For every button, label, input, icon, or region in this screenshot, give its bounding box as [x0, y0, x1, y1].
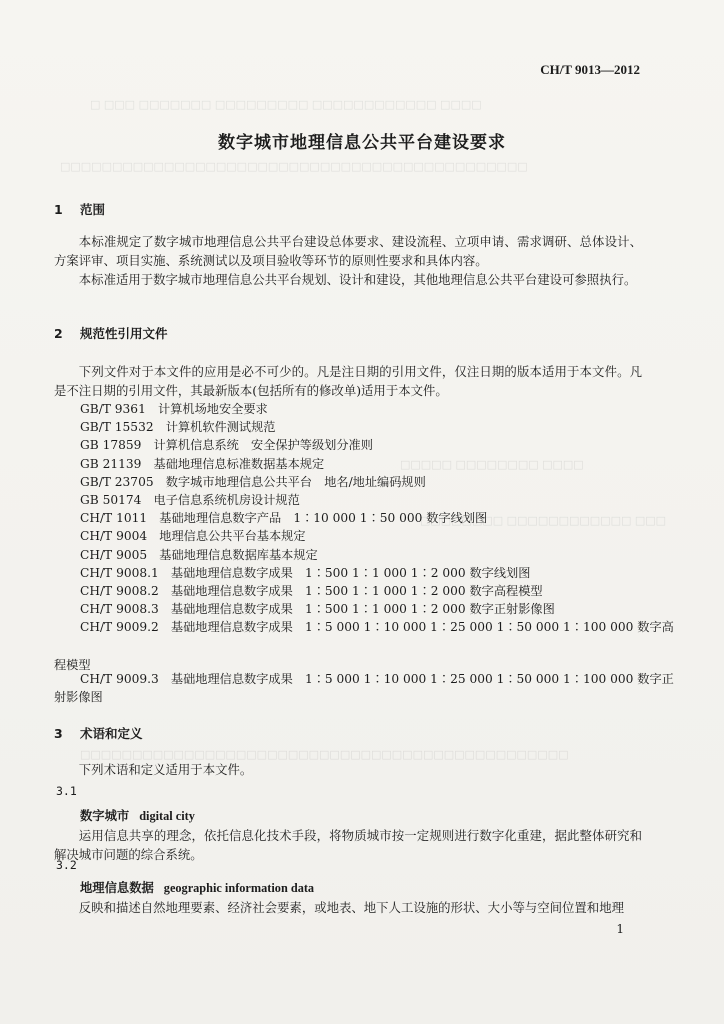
standard-code: CH/T 9013—2012 — [540, 62, 640, 77]
bleed-through: □ □□□ □□□□□□□ □□□□□□□□□ □□□□□□□□□□□□ □□□□ — [90, 98, 482, 111]
section-title: 规范性引用文件 — [80, 326, 168, 341]
paragraph: 本标准规定了数字城市地理信息公共平台建设总体要求、建设流程、立项申请、需求调研、总体设计、方案评审、项目实施、系统测试以及项目验收等环节的原则性要求和具体内容。 — [54, 234, 642, 268]
section-heading-terms — [54, 724, 143, 742]
document-title: 数字城市地理信息公共平台建设要求 — [218, 133, 506, 153]
term-number: 3.2 — [56, 858, 77, 872]
section-references-intro — [54, 362, 642, 400]
reference-item: CH/T 9004 地理信息公共平台基本规定 — [80, 529, 306, 544]
reference-item: CH/T 9009.2 基础地理信息数字成果 1∶5 000 1∶10 000 1∶25 000 1∶50 000 1∶100 000 数字高 — [80, 620, 674, 635]
section-title: 范围 — [80, 202, 106, 217]
reference-item: CH/T 9009.3 基础地理信息数字成果 1∶5 000 1∶10 000 1∶25 000 1∶50 000 1∶100 000 数字正 — [80, 672, 674, 686]
term-definition: 运用信息共享的理念，依托信息化技术手段，将物质城市按一定规则进行数字化重建，据此整体研究和解决城市问题的综合系统。 — [54, 828, 642, 862]
section-heading-references — [54, 324, 168, 342]
bleed-through: □□□□□ □□□□□□□□ □□□□ — [400, 458, 584, 471]
section-heading-scope — [54, 200, 105, 218]
reference-list-tail — [80, 670, 674, 688]
bleed-through: □□□□□□□□ □□□□□□□□□□□□ □□□ — [420, 514, 667, 527]
bleed-through: □□□□□□□□□□□□□□□□□□□□□□□□□□□□□□□□□□□□□□□□□□□□□ — [60, 160, 528, 173]
reference-item: CH/T 9008.2 基础地理信息数字成果 1∶500 1∶1 000 1∶2 000 数字高程模型 — [80, 584, 543, 599]
paragraph: 下列文件对于本文件的应用是必不可少的。凡是注日期的引用文件，仅注日期的版本适用于本文件。凡是不注日期的引用文件，其最新版本(包括所有的修改单)适用于本文件。 — [54, 364, 642, 398]
reference-item: GB/T 9361 计算机场地安全要求 — [80, 402, 268, 416]
reference-item-continuation: 射影像图 — [54, 690, 103, 704]
section-terms-intro — [54, 760, 642, 779]
term-name: 地理信息数据 geographic information data — [80, 881, 315, 895]
paragraph: 本标准适用于数字城市地理信息公共平台规划、设计和建设，其他地理信息公共平台建设可参照执行。 — [78, 272, 637, 287]
reference-item: CH/T 9008.3 基础地理信息数字成果 1∶500 1∶1 000 1∶2 000 数字正射影像图 — [80, 602, 555, 617]
term-definition: 反映和描述自然地理要素、经济社会要素，或地表、地下人工设施的形状、大小等与空间位置和地理 — [78, 900, 624, 915]
paragraph: 下列术语和定义适用于本文件。 — [78, 762, 253, 777]
term-number: 3.1 — [56, 784, 77, 798]
reference-item: CH/T 9008.1 基础地理信息数字成果 1∶500 1∶1 000 1∶2 000 数字线划图 — [80, 565, 531, 580]
reference-item: GB 17859 计算机信息系统 安全保护等级划分准则 — [80, 438, 373, 453]
bleed-through: □□□□□□□□□□□□□□□□□□□□□□□□□□□□□□□□□□□□□□□□□□□□□□□ — [80, 748, 569, 761]
section-number: 2 — [54, 326, 63, 341]
reference-item: GB/T 23705 数字城市地理信息公共平台 地名/地址编码规则 — [80, 474, 426, 489]
reference-item-continuation: 程模型 — [54, 658, 91, 672]
reference-item: GB 21139 基础地理信息标准数据基本规定 — [80, 456, 325, 471]
reference-item: GB 50174 电子信息系统机房设计规范 — [80, 493, 300, 508]
page-number: 1 — [616, 922, 624, 936]
reference-item: CH/T 1011 基础地理信息数字产品 1∶10 000 1∶50 000 数字线划图 — [80, 511, 488, 526]
section-number: 1 — [54, 202, 63, 217]
reference-list — [80, 400, 674, 637]
section-title: 术语和定义 — [80, 726, 143, 741]
section-number: 3 — [54, 726, 63, 741]
term-name: 数字城市 digital city — [80, 809, 195, 823]
reference-item: CH/T 9005 基础地理信息数据库基本规定 — [80, 547, 318, 562]
reference-item: GB/T 15532 计算机软件测试规范 — [80, 420, 276, 435]
section-scope-body — [54, 232, 642, 289]
